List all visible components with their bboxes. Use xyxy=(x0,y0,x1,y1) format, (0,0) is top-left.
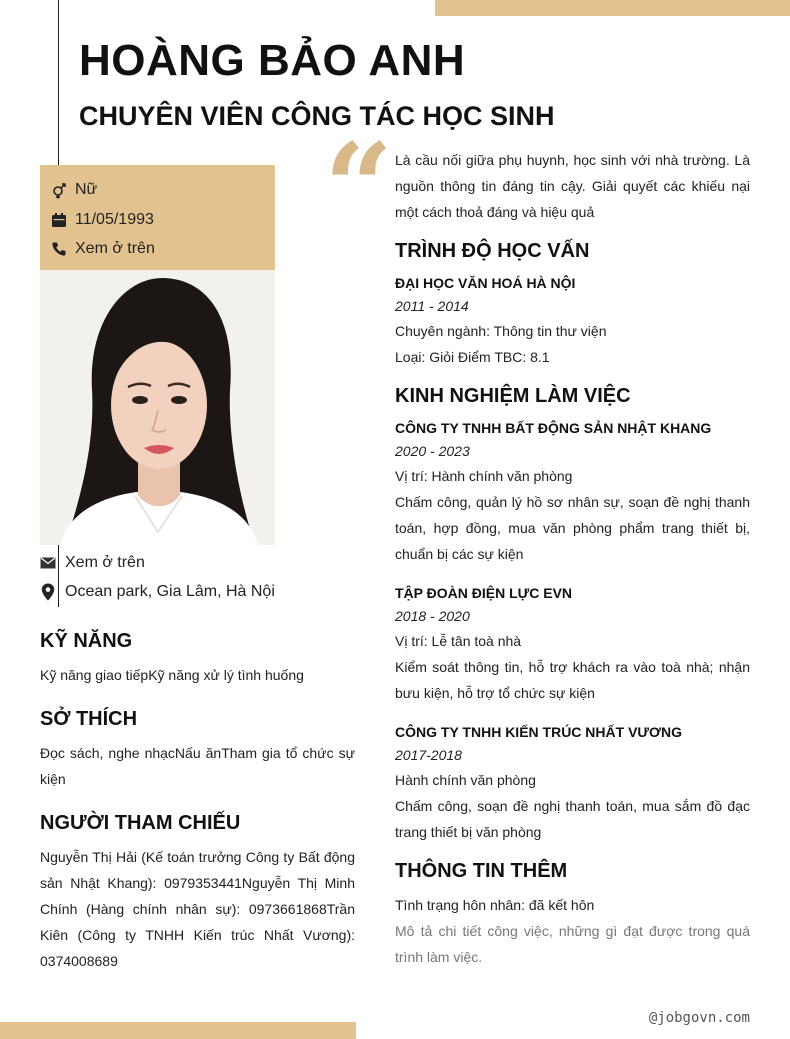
education-grade: Loại: Giỏi Điểm TBC: 8.1 xyxy=(395,349,550,365)
email-row xyxy=(40,552,145,574)
birthday-row xyxy=(50,209,154,231)
job-company: CÔNG TY TNHH KIẾN TRÚC NHẤT VƯƠNG xyxy=(395,724,682,740)
references-heading: NGƯỜI THAM CHIẾU xyxy=(40,812,241,834)
quote-mark-icon: “ xyxy=(324,117,394,258)
footer-watermark: @jobgovn.com xyxy=(648,1010,750,1026)
birthday-value: 11/05/1993 xyxy=(75,211,154,228)
job-description: Kiểm soát thông tin, hỗ trợ khách ra vào toà nhà; nhận bưu kiện, hỗ trợ tổ chức sự kiện xyxy=(395,659,750,701)
address-value: Ocean park, Gia Lâm, Hà Nội xyxy=(65,583,275,600)
hobbies-heading: SỞ THÍCH xyxy=(40,708,138,730)
profile-photo xyxy=(40,270,275,545)
phone-icon xyxy=(50,240,68,258)
phone-value: Xem ở trên xyxy=(75,240,155,257)
gender-row xyxy=(50,179,97,201)
education-school: ĐẠI HỌC VĂN HOÁ HÀ NỘI xyxy=(395,275,576,291)
mail-icon xyxy=(40,557,56,569)
job-company: TẬP ĐOÀN ĐIỆN LỰC EVN xyxy=(395,585,573,601)
job-position: Vị trí: Lễ tân toà nhà xyxy=(395,633,522,649)
bottom-accent-bar xyxy=(0,1022,356,1039)
job-title: CHUYÊN VIÊN CÔNG TÁC HỌC SINH xyxy=(79,101,555,131)
job-company: CÔNG TY TNHH BẤT ĐỘNG SẢN NHẬT KHANG xyxy=(395,420,712,436)
personal-info-box xyxy=(40,165,275,270)
candidate-name: HOÀNG BẢO ANH xyxy=(79,36,466,85)
hobbies-text: Đọc sách, nghe nhạcNấu ănTham gia tổ chức sự kiện xyxy=(40,745,355,787)
job-description: Chấm công, quản lý hồ sơ nhân sự, soạn đề nghị thanh toán, hợp đồng, mua văn phòng phẩm trang thiết bị, chuẩn bị các sự kiện xyxy=(395,494,750,562)
extra-placeholder-text: Mô tả chi tiết công việc, những gì đạt được trong quá trình làm việc. xyxy=(395,923,750,965)
intro-text: Là cầu nối giữa phụ huynh, học sinh với nhà trường. Là nguồn thông tin đáng tin cậy. Giải quyết các khiếu nại một cách thoả đáng và hiệu quả xyxy=(395,152,750,220)
gender-icon xyxy=(50,181,68,199)
marital-status: Tình trạng hôn nhân: đã kết hôn xyxy=(395,897,595,913)
top-divider-line xyxy=(58,0,59,165)
skills-text: Kỹ năng giao tiếpKỹ năng xử lý tình huống xyxy=(40,667,304,683)
job-position: Vị trí: Hành chính văn phòng xyxy=(395,468,573,484)
phone-row xyxy=(50,238,155,260)
extra-info-heading: THÔNG TIN THÊM xyxy=(395,860,568,882)
job-position: Hành chính văn phòng xyxy=(395,772,536,788)
email-value: Xem ở trên xyxy=(65,554,145,571)
top-accent-bar xyxy=(435,0,790,16)
job-period: 2017-2018 xyxy=(395,747,462,763)
experience-heading: KINH NGHIỆM LÀM VIỆC xyxy=(395,385,631,407)
location-pin-icon xyxy=(40,583,56,601)
education-heading: TRÌNH ĐỘ HỌC VẤN xyxy=(395,240,590,262)
job-period: 2018 - 2020 xyxy=(395,608,470,624)
references-text: Nguyễn Thị Hải (Kế toán trưởng Công ty Bất động sản Nhật Khang): 0979353441Nguyễn Thị Minh Chính (Hàng chính nhân sự): 0973661868Trần Kiên (Công ty TNHH Kiến trúc Nhất Vương): 0374008689 xyxy=(40,849,355,969)
job-description: Chấm công, soạn đề nghị thanh toán, mua sắm đồ đạc trang thiết bị văn phòng xyxy=(395,798,750,840)
skills-heading: KỸ NĂNG xyxy=(40,630,133,652)
education-period: 2011 - 2014 xyxy=(395,298,469,314)
calendar-icon xyxy=(50,211,68,229)
job-period: 2020 - 2023 xyxy=(395,443,470,459)
gender-value: Nữ xyxy=(75,181,98,198)
address-row xyxy=(40,581,275,603)
education-major: Chuyên ngành: Thông tin thư viện xyxy=(395,323,607,339)
